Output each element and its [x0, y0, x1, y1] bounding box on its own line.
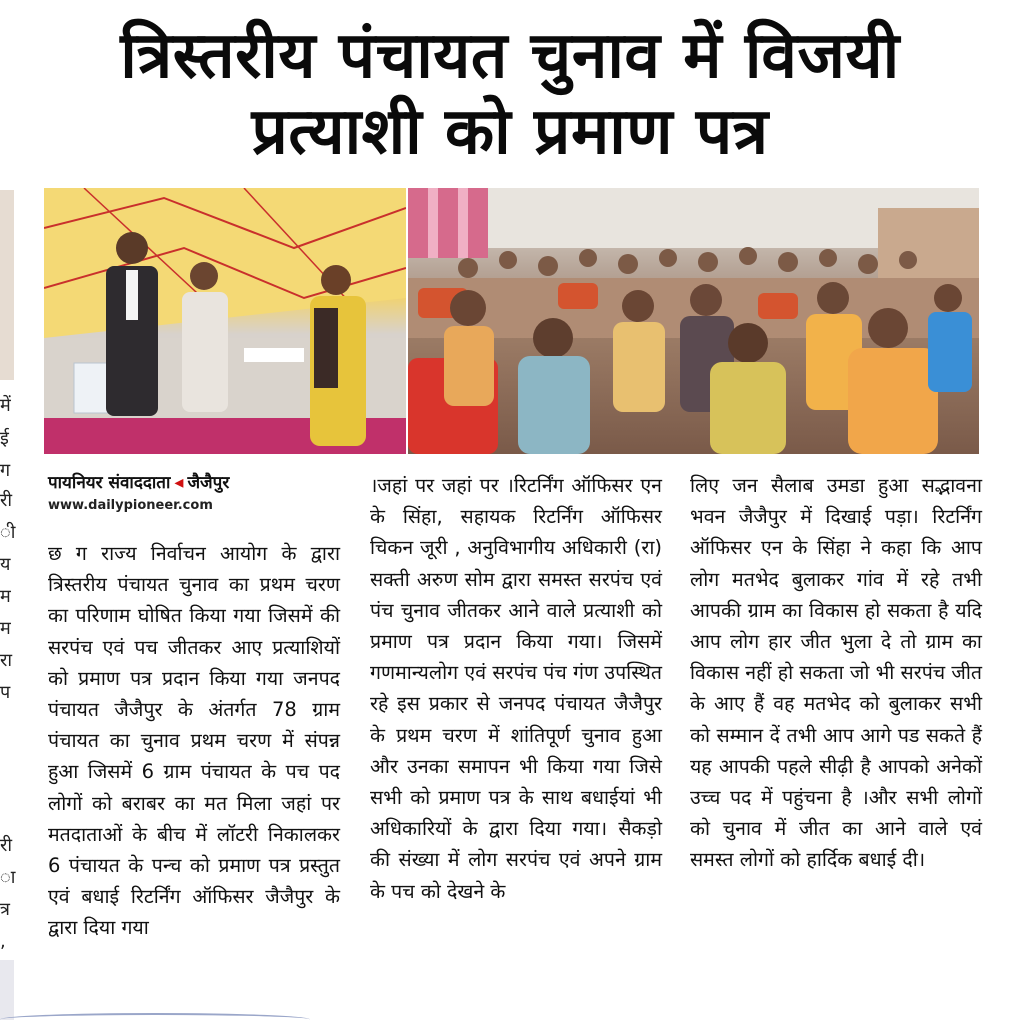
article-column-2: ।जहां पर जहां पर ।रिटर्निंग ऑफिसर एन के सिंहा, सहायक रिटर्निंग ऑफिसर चिकन जूरी , अनुविभागीय अधिकारी (रा) सक्ती अरुण सोम द्वारा समस्त सरपंच एवं पंच चुनाव जीतकर आने वाले प्रत्याशी को प्रमाण पत्र प्रदान किया गया। जिसमें गणमान्यलोग एवं सरपंच पंच गंण उपस्थित रहे इस प्रकार से जनपद पंचायत जैजैपुर के प्रथम चरण में शांतिपूर्ण चुनाव हुआ और उनका समापन भी किया गया जिसे सभी को प्रमाण पत्र के साथ बधाईयां भी अधिकारियों के द्वारा दिया गया। सैकड़ो की संख्या में लोग सरपंच एवं अपने ग्राम के पच को देखने के — [370, 474, 662, 903]
headline — [40, 18, 980, 170]
prev-fragment: म — [0, 618, 11, 639]
prev-fragment: प — [0, 682, 11, 703]
prev-fragment: ा — [0, 867, 16, 888]
prev-fragment: म — [0, 586, 11, 607]
byline-location: जैजैपुर — [187, 473, 230, 493]
prev-fragment: ग — [0, 460, 11, 481]
previous-article-box — [0, 960, 14, 1020]
prev-fragment: ई — [0, 428, 9, 449]
previous-article-photo-edge — [0, 190, 14, 380]
byline-arrow-icon: ◂ — [174, 472, 184, 493]
prev-fragment: त्र — [0, 899, 10, 920]
headline-line-1: त्रिस्तरीय पंचायत चुनाव में विजयी — [120, 19, 900, 93]
certificate-ceremony-illustration — [44, 188, 406, 454]
audience-illustration — [408, 188, 979, 454]
prev-fragment: ी — [0, 522, 16, 543]
byline — [48, 470, 348, 493]
photo-strip — [44, 188, 979, 454]
article-column-3: लिए जन सैलाब उमडा हुआ सद्भावना भवन जैजैपुर में दिखाई पड़ा। रिटर्निंग ऑफिसर एन के सिंहा ने कहा कि आप लोग मतभेद बुलाकर गांव में रहे तभी आपकी ग्राम का विकास हो सकता है यदि आप लोग हार जीत भुला दे तो ग्राम का विकास नहीं हो सकता जो भी सरपंच जीत के आए हैं वह मतभेद को बुलाकर सभी को सम्मान दें तभी आप आगे पड सकते हैं यह आपकी पहले सीढ़ी है आपको अनेकों उच्च पद में पहुंचना है ।और सभी लोगों को चुनाव में जीत का आने वाले एवं समस्त लोगों को हार्दिक बधाई दी। — [690, 474, 982, 872]
audience-photo — [408, 188, 979, 454]
headline-line-2: प्रत्याशी को प्रमाण पत्र — [251, 95, 769, 169]
previous-article-strip — [0, 190, 18, 1020]
article-column-1: छ ग राज्य निर्वाचन आयोग के द्वारा त्रिस्तरीय पंचायत चुनाव का प्रथम चरण का परिणाम घोषित किया गया जिसमें की सरपंच एवं पच जीतकर आए प्रत्याशियों को प्रमाण पत्र प्रदान किया गया जनपद पंचायत जैजैपुर के अंतर्गत 78 ग्राम पंचायत का चुनाव प्रथम चरण में संपन्न हुआ जिसमें 6 ग्राम पंचायत के पच पद लोगों को बराबर का मत मिला जहां पर मतदाताओं के बीच में लॉटरी निकालकर 6 पंचायत के पन्च को प्रमाण पत्र प्रस्तुत एवं बधाई रिटर्निंग ऑफिसर जैजैपुर के द्वारा दिया गया — [48, 542, 340, 940]
prev-fragment: री — [0, 835, 13, 856]
page-edge-curve — [0, 1013, 310, 1026]
prev-fragment: रा — [0, 650, 13, 671]
certificate-ceremony-photo — [44, 188, 406, 454]
prev-fragment: री — [0, 490, 13, 511]
byline-reporter: पायनियर संवाददाता — [48, 473, 171, 493]
prev-fragment: में — [0, 395, 11, 416]
website-url: www.dailypioneer.com — [48, 498, 213, 513]
prev-fragment: य — [0, 554, 11, 575]
prev-fragment: , — [0, 931, 6, 952]
